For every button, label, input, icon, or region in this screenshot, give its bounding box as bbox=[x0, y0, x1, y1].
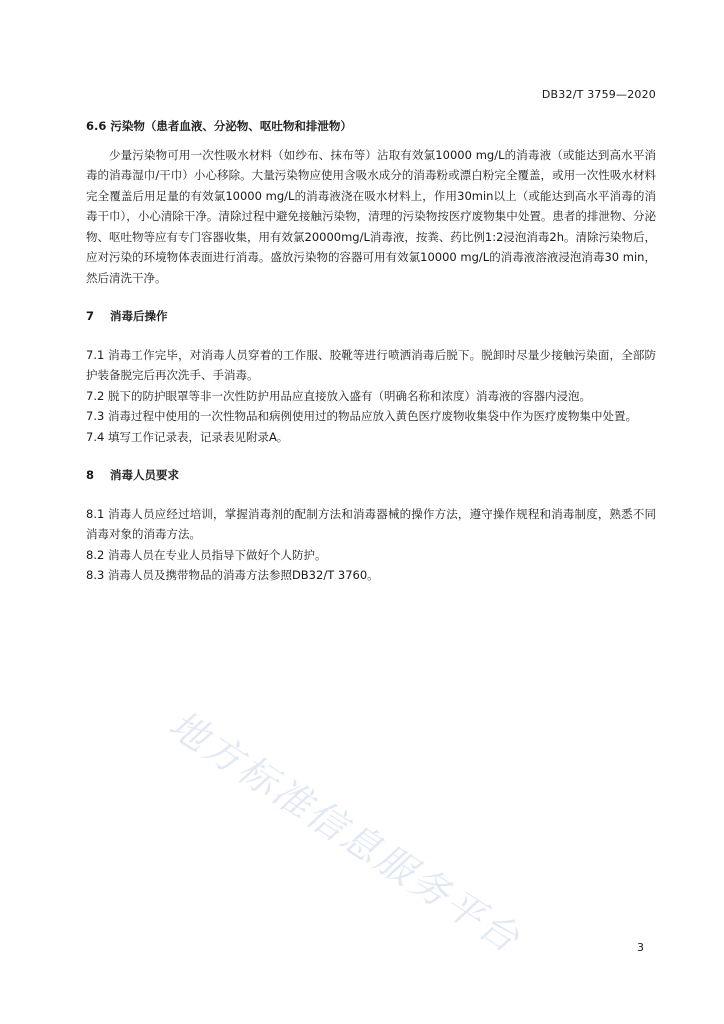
clause-7-4: 7.4 填写工作记录表，记录表见附录A。 bbox=[86, 429, 289, 444]
section-number: 8 bbox=[86, 468, 95, 482]
clause-8-1: 8.1 消毒人员应经过培训，掌握消毒剂的配制方法和消毒器械的操作方法，遵守操作规程和消毒制度，熟悉不同消毒对象的消毒方法。 bbox=[86, 506, 656, 541]
section-number: 7 bbox=[86, 309, 95, 323]
clause-7-3: 7.3 消毒过程中使用的一次性物品和病例使用过的物品应放入黄色医疗废物收集袋中作为医疗废物集中处置。 bbox=[86, 409, 637, 423]
document-body bbox=[86, 116, 656, 586]
clause-7-1: 7.1 消毒工作完毕，对消毒人员穿着的工作服、胶靴等进行喷洒消毒后脱下。脱卸时尽量少接触污染面，全部防护装备脱完后再次洗手、手消毒。 bbox=[86, 347, 656, 382]
paragraph-6-6: 少量污染物可用一次性吸水材料（如纱布、抹布等）沾取有效氯10000 mg/L的消毒液（或能达到高水平消毒的消毒湿巾/干巾）小心移除。大量污染物应使用含吸水成分的消毒粉或漂白粉完全覆盖，或用一次性吸水材料完全覆盖后用足量的有效氯10000 mg/L的消毒液浇在吸水材料上，作用30min以上（或能达到高水平消毒的消毒干巾），小心清除干净。清除过程中避免接触污染物，清理的污染物按医疗废物集中处置。患者的排泄物、分泌物、呕吐物等应有专门容器收集，用有效氯20000mg/L消毒液，按粪、药比例1:2浸泡消毒2h。清除污染物后，应对污染的环境物体表面进行消毒。盛放污染物的容器可用有效氯10000 mg/L的消毒液溶液浸泡消毒30 min，然后清洗干净。 bbox=[86, 147, 656, 285]
clause-8-2: 8.2 消毒人员在专业人员指导下做好个人防护。 bbox=[86, 547, 327, 562]
watermark-text: 地方标准信息服务平台 bbox=[161, 701, 529, 963]
subsection-heading-6-6: 6.6 污染物（患者血液、分泌物、呕吐物和排泄物） bbox=[86, 119, 352, 133]
section-title: 消毒人员要求 bbox=[110, 468, 179, 482]
section-title: 消毒后操作 bbox=[110, 309, 168, 323]
page-number: 3 bbox=[637, 941, 644, 954]
section-heading-8 bbox=[86, 465, 656, 486]
clause-7-2: 7.2 脱下的防护眼罩等非一次性防护用品应直接放入盛有（明确名称和浓度）消毒液的容器内浸泡。 bbox=[86, 388, 591, 403]
clause-8-3: 8.3 消毒人员及携带物品的消毒方法参照DB32/T 3760。 bbox=[86, 568, 379, 582]
section-heading-7 bbox=[86, 306, 656, 327]
document-id: DB32/T 3759—2020 bbox=[541, 88, 656, 101]
